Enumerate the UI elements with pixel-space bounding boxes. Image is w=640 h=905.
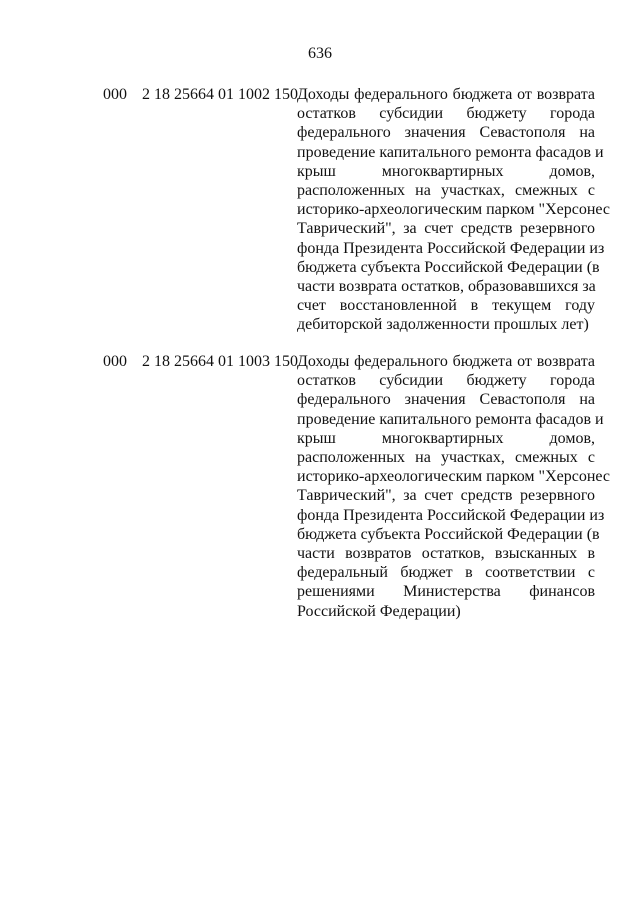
description-line: федерального значения Севастополя на [297, 391, 595, 409]
description-line: дебиторской задолженности прошлых лет) [297, 316, 589, 334]
description-line: расположенных на участках, смежных с [297, 449, 595, 467]
description-line: фонда Президента Российской Федерации из [297, 506, 605, 524]
page-number: 636 [308, 45, 332, 62]
classification-code: 2 18 25664 01 1002 150 [142, 86, 298, 103]
description-line: Российской Федерации) [297, 602, 461, 620]
classification-code: 2 18 25664 01 1003 150 [142, 353, 298, 370]
description-line: крыш многоквартирных домов, [297, 429, 595, 447]
admin-code: 000 [103, 86, 127, 103]
description-line: фонда Президента Российской Федерации из [297, 239, 605, 257]
description-line: решениями Министерства финансов [297, 583, 595, 601]
description-line: Доходы федерального бюджета от возврата [297, 353, 595, 370]
description-line: федеральный бюджет в соответствии с [297, 564, 595, 582]
entry-description [297, 352, 611, 621]
description-line: Таврический", за счет средств резервного [297, 220, 595, 238]
admin-code: 000 [103, 353, 127, 370]
description-line: части возврата остатков, образовавшихся за [297, 278, 596, 296]
description-line: бюджета субъекта Российской Федерации (в [297, 525, 600, 543]
description-line: проведение капитального ремонта фасадов и [297, 143, 604, 161]
description-line: крыш многоквартирных домов, [297, 162, 595, 180]
description-line: бюджета субъекта Российской Федерации (в [297, 258, 600, 276]
description-line: проведение капитального ремонта фасадов и [297, 410, 604, 428]
description-line: Доходы федерального бюджета от возврата [297, 86, 595, 103]
description-line: счет восстановленной в текущем году [297, 297, 595, 315]
description-line: федерального значения Севастополя на [297, 124, 595, 142]
description-line: Таврический", за счет средств резервного [297, 487, 595, 505]
description-line: остатков субсидии бюджету города [297, 105, 595, 123]
description-line: историко-археологическим парком "Херсонес [297, 201, 611, 219]
description-line: остатков субсидии бюджету города [297, 372, 595, 390]
entry-description [297, 85, 611, 335]
description-line: расположенных на участках, смежных с [297, 182, 595, 200]
description-line: части возвратов остатков, взысканных в [297, 545, 595, 563]
description-line: историко-археологическим парком "Херсонес [297, 468, 611, 486]
